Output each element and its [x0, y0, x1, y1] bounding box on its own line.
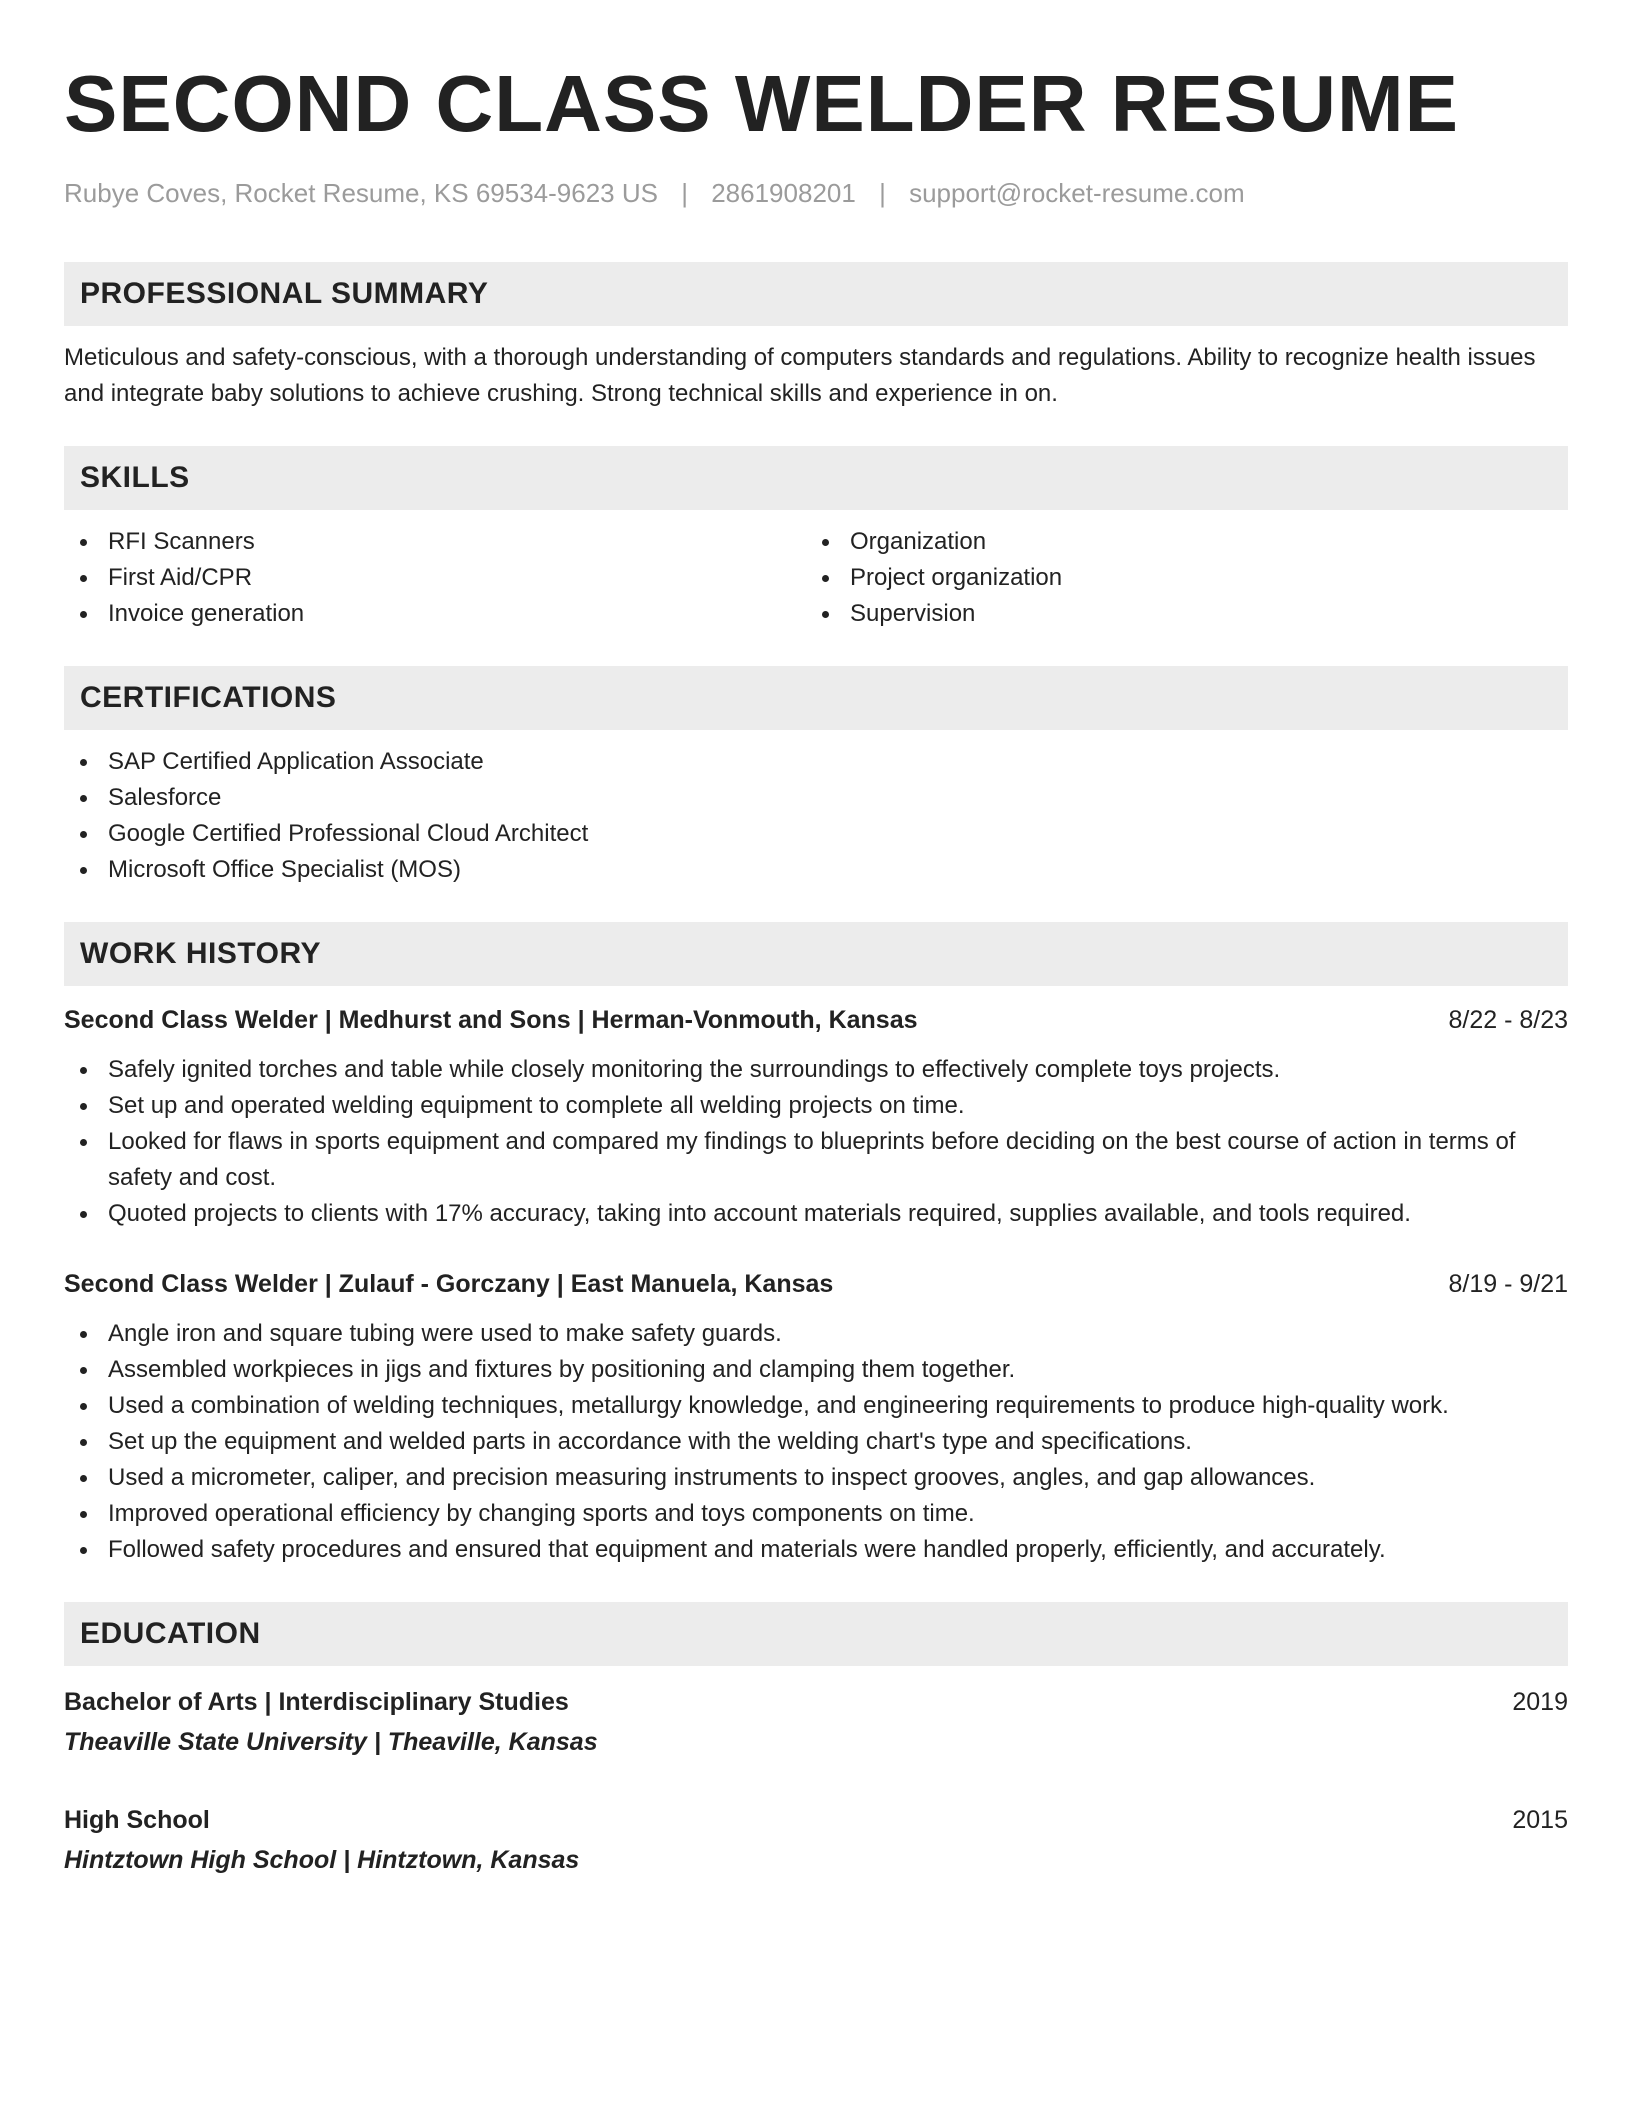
education-degree: Bachelor of Arts | Interdisciplinary Studies — [64, 1688, 569, 1716]
job-bullet: Improved operational efficiency by changing sports and toys components on time. — [64, 1496, 1568, 1532]
job-bullet: Looked for flaws in sports equipment and compared my findings to blueprints before deciding on the best course of action in terms of safety and cost. — [64, 1124, 1568, 1196]
job-bullet: Assembled workpieces in jigs and fixtures by positioning and clamping them together. — [64, 1352, 1568, 1388]
job-bullet: Safely ignited torches and table while closely monitoring the surroundings to effectively complete toys projects. — [64, 1052, 1568, 1088]
skill-item: Project organization — [806, 560, 1548, 596]
job-bullet: Followed safety procedures and ensured that equipment and materials were handled properly, efficiently, and accurately. — [64, 1532, 1568, 1568]
skills-section-header — [64, 446, 1568, 510]
job-bullet: Set up the equipment and welded parts in accordance with the welding chart's type and specifications. — [64, 1424, 1568, 1460]
skills-grid — [64, 510, 1568, 632]
skill-item: Invoice generation — [64, 596, 806, 632]
certifications-list — [64, 744, 1568, 888]
skills-heading: SKILLS — [80, 461, 190, 494]
certifications-section-header — [64, 666, 1568, 730]
skill-item: First Aid/CPR — [64, 560, 806, 596]
education-school: Hintztown High School | Hintztown, Kansas — [64, 1846, 580, 1874]
job-bullets — [64, 1052, 1568, 1232]
skills-list-left — [64, 524, 806, 632]
education-header — [64, 1802, 1568, 1838]
education-year: 2015 — [1512, 1806, 1568, 1834]
job-header — [64, 1266, 1568, 1302]
resume-title: SECOND CLASS WELDER RESUME — [64, 59, 1459, 148]
resume-page — [64, 0, 1568, 1878]
contact-email: support@rocket-resume.com — [909, 178, 1245, 208]
job-dates: 8/22 - 8/23 — [1448, 1006, 1568, 1034]
education-degree: High School — [64, 1806, 210, 1834]
job-bullet: Angle iron and square tubing were used to make safety guards. — [64, 1316, 1568, 1352]
summary-text: Meticulous and safety-conscious, with a thorough understanding of computers standards and regulations. Ability to recognize health issues and integrate baby solutions to achieve crushing. Strong technical skills and experience in on. — [64, 344, 1536, 407]
education-section-header — [64, 1602, 1568, 1666]
education-heading: EDUCATION — [80, 1617, 261, 1650]
job-entry — [64, 1002, 1568, 1232]
education-year: 2019 — [1512, 1688, 1568, 1716]
education-entry — [64, 1684, 1568, 1760]
certifications-heading: CERTIFICATIONS — [80, 681, 337, 714]
skill-item: RFI Scanners — [64, 524, 806, 560]
work-section-header — [64, 922, 1568, 986]
job-dates: 8/19 - 9/21 — [1448, 1270, 1568, 1298]
job-bullet: Quoted projects to clients with 17% accuracy, taking into account materials required, supplies available, and tools required. — [64, 1196, 1568, 1232]
job-bullet: Set up and operated welding equipment to complete all welding projects on time. — [64, 1088, 1568, 1124]
job-bullet: Used a combination of welding techniques, metallurgy knowledge, and engineering requirements to produce high-quality work. — [64, 1388, 1568, 1424]
job-entry — [64, 1266, 1568, 1568]
contact-separator: | — [879, 178, 886, 208]
education-header — [64, 1684, 1568, 1720]
contact-line — [64, 176, 1568, 210]
skill-item: Supervision — [806, 596, 1548, 632]
contact-phone: 2861908201 — [711, 178, 856, 208]
job-header — [64, 1002, 1568, 1038]
certification-item: Google Certified Professional Cloud Architect — [64, 816, 1568, 852]
job-title: Second Class Welder | Medhurst and Sons | Herman-Vonmouth, Kansas — [64, 1006, 918, 1034]
summary-heading: PROFESSIONAL SUMMARY — [80, 277, 489, 310]
certification-item: SAP Certified Application Associate — [64, 744, 1568, 780]
contact-separator: | — [681, 178, 688, 208]
education-school: Theaville State University | Theaville, Kansas — [64, 1728, 598, 1756]
job-bullets — [64, 1316, 1568, 1568]
job-bullet: Used a micrometer, caliper, and precision measuring instruments to inspect grooves, angles, and gap allowances. — [64, 1460, 1568, 1496]
education-entry — [64, 1802, 1568, 1878]
work-heading: WORK HISTORY — [80, 937, 322, 970]
summary-section-header — [64, 262, 1568, 326]
skills-list-right — [806, 524, 1548, 632]
job-title: Second Class Welder | Zulauf - Gorczany | East Manuela, Kansas — [64, 1270, 834, 1298]
contact-address: Rubye Coves, Rocket Resume, KS 69534-9623 US — [64, 178, 658, 208]
certification-item: Salesforce — [64, 780, 1568, 816]
certification-item: Microsoft Office Specialist (MOS) — [64, 852, 1568, 888]
skill-item: Organization — [806, 524, 1548, 560]
